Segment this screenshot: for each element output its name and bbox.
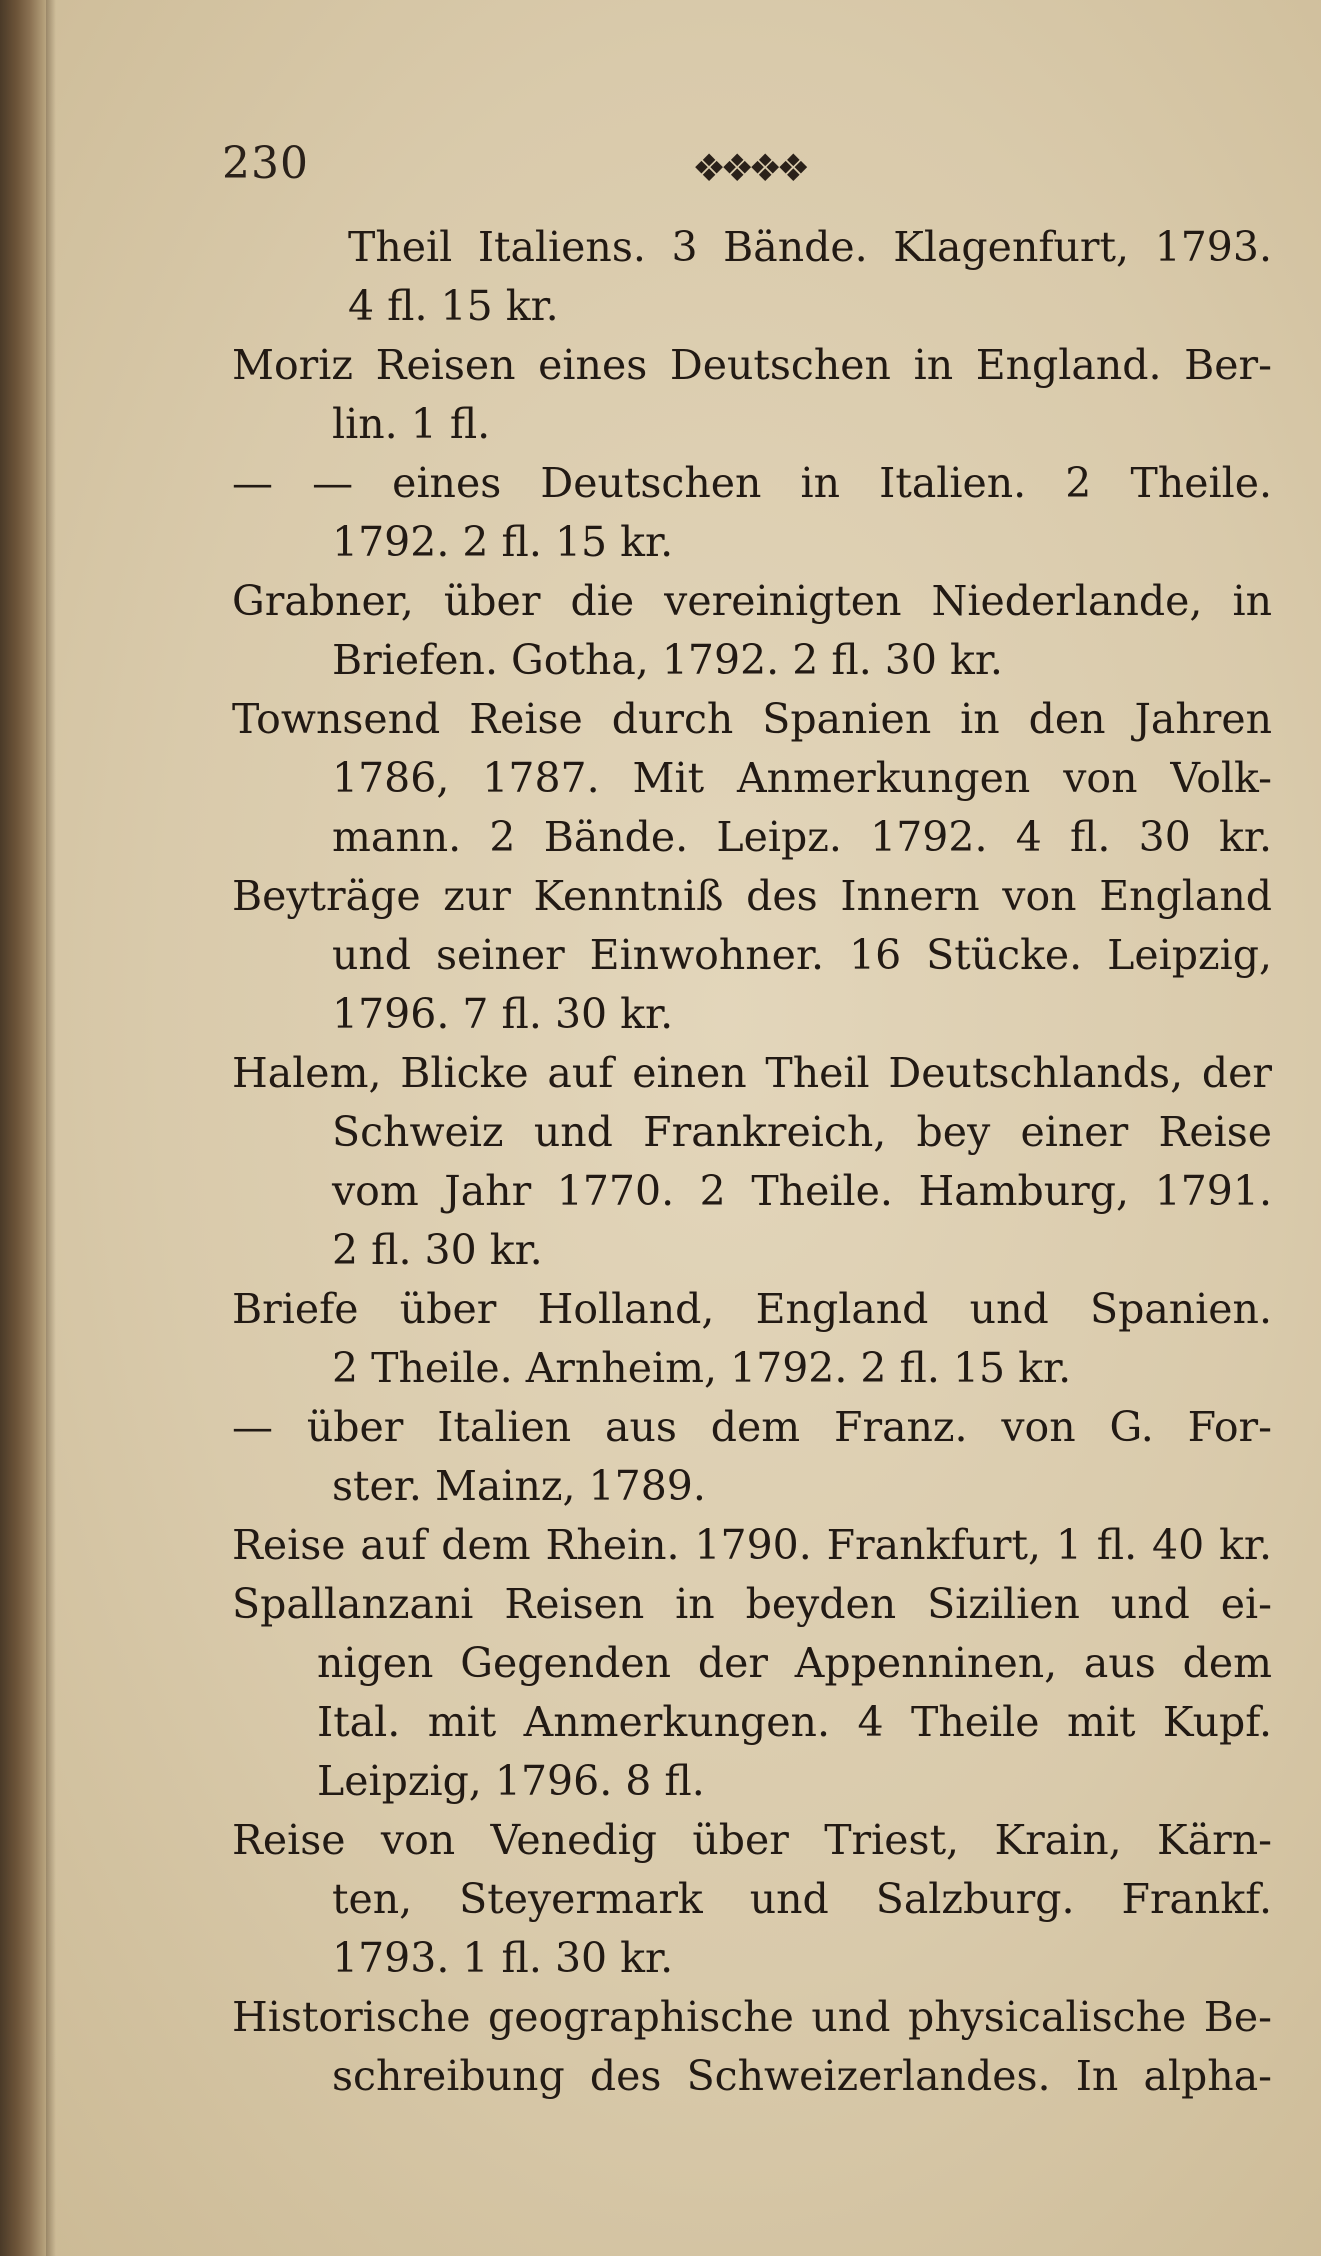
text-line: Spallanzani Reisen in beyden Sizilien und ei-: [232, 1580, 1272, 1628]
text-line: Grabner, über die vereinigten Niederlande, in: [232, 577, 1272, 625]
text-line: lin. 1 fl.: [332, 400, 491, 448]
spine-shadow: [46, 0, 56, 2256]
text-line: Leipzig, 1796. 8 fl.: [317, 1757, 705, 1805]
text-line: mann. 2 Bände. Leipz. 1792. 4 fl. 30 kr.: [332, 813, 1272, 861]
text-line: Briefen. Gotha, 1792. 2 fl. 30 kr.: [332, 636, 1003, 684]
page-number: 230: [222, 138, 309, 189]
text-line: Moriz Reisen eines Deutschen in England. Ber-: [232, 341, 1272, 389]
text-line: 1793. 1 fl. 30 kr.: [332, 1934, 674, 1982]
text-line: Reise auf dem Rhein. 1790. Frankfurt, 1 fl. 40 kr.: [232, 1521, 1272, 1569]
text-line: Briefe über Holland, England und Spanien.: [232, 1285, 1272, 1333]
text-line: Theil Italiens. 3 Bände. Klagenfurt, 1793.: [348, 223, 1272, 271]
text-line: 2 Theile. Arnheim, 1792. 2 fl. 15 kr.: [332, 1344, 1072, 1392]
text-line: schreibung des Schweizerlandes. In alpha-: [332, 2052, 1272, 2100]
page-header: [222, 138, 1262, 198]
text-line: nigen Gegenden der Appenninen, aus dem: [317, 1639, 1272, 1687]
text-line: 4 fl. 15 kr.: [348, 282, 559, 330]
text-line: Reise von Venedig über Triest, Krain, Kärn-: [232, 1816, 1272, 1864]
text-line: und seiner Einwohner. 16 Stücke. Leipzig,: [332, 931, 1272, 979]
text-line: Halem, Blicke auf einen Theil Deutschlands, der: [232, 1049, 1272, 1097]
text-line: ten, Steyermark und Salzburg. Frankf.: [332, 1875, 1272, 1923]
text-line: 2 fl. 30 kr.: [332, 1226, 543, 1274]
text-line: 1796. 7 fl. 30 kr.: [332, 990, 674, 1038]
text-block: [232, 218, 1272, 2106]
text-line: Beyträge zur Kenntniß des Innern von England: [232, 872, 1272, 920]
header-ornament: ❖❖❖❖: [692, 146, 805, 190]
text-line: — über Italien aus dem Franz. von G. For-: [232, 1403, 1272, 1451]
text-line: Schweiz und Frankreich, bey einer Reise: [332, 1108, 1272, 1156]
text-line: Townsend Reise durch Spanien in den Jahren: [232, 695, 1272, 743]
text-line: 1786, 1787. Mit Anmerkungen von Volk-: [332, 754, 1272, 802]
text-line: Historische geographische und physicalische Be-: [232, 1993, 1272, 2041]
text-line: ster. Mainz, 1789.: [332, 1462, 706, 1510]
text-line: 1792. 2 fl. 15 kr.: [332, 518, 674, 566]
book-spine: [0, 0, 46, 2256]
text-line: vom Jahr 1770. 2 Theile. Hamburg, 1791.: [332, 1167, 1272, 1215]
text-line: Ital. mit Anmerkungen. 4 Theile mit Kupf.: [317, 1698, 1272, 1746]
text-line: — — eines Deutschen in Italien. 2 Theile.: [232, 459, 1272, 507]
